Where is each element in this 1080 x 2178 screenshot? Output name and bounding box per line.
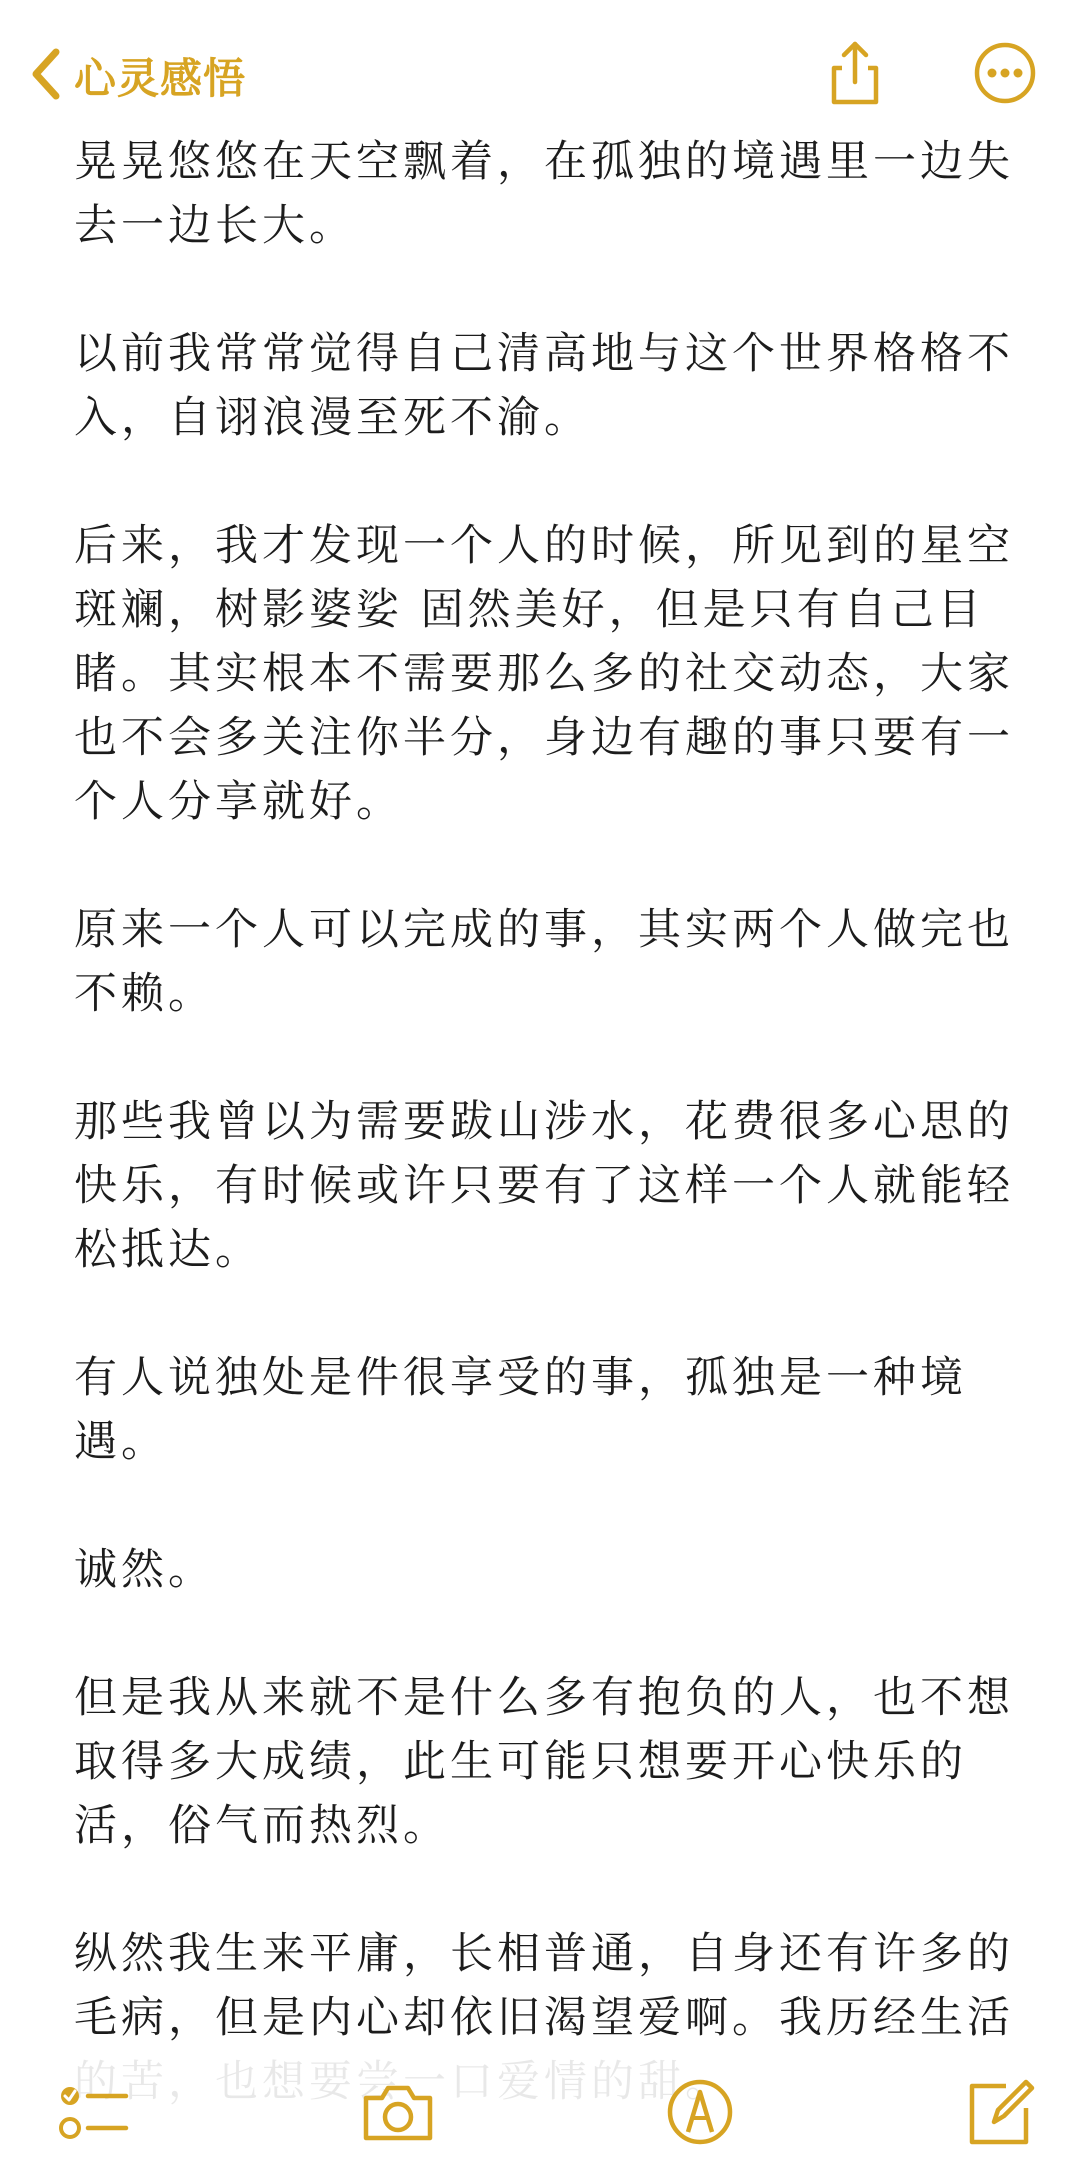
markup-button[interactable]	[660, 2072, 740, 2152]
note-paragraph: 但是我从来就不是什么多有抱负的人，也不想 取得多大成绩，此生可能只想要开心快乐的 活，俗气而热烈。	[74, 1673, 1014, 1851]
note-paragraph: 原来一个人可以完成的事，其实两个人做完也 不赖。	[74, 905, 1014, 1019]
back-label: 心灵感悟	[74, 54, 247, 103]
note-paragraph: 纵然我生来平庸，长相普通，自身还有许多的 毛病，但是内心却依旧渴望爱啊。我历经生活	[74, 1929, 1014, 2043]
share-icon	[820, 93, 890, 112]
note-paragraph: 晃晃悠悠在天空飘着，在孤独的境遇里一边失 去一边长大。	[74, 137, 1014, 251]
share-button[interactable]	[820, 38, 890, 108]
chevron-left-icon	[30, 48, 62, 104]
note-paragraph: 那些我曾以为需要跋山涉水，花费很多心思的 快乐，有时候或许只要有了这样一个人就能轻 松抵达。	[74, 1097, 1014, 1275]
note-paragraph: 有人说独处是件很享受的事，孤独是一种境遇。	[74, 1353, 967, 1467]
note-paragraph: 诚然。	[74, 1545, 215, 1595]
markup-icon	[660, 2137, 740, 2156]
camera-button[interactable]	[358, 2072, 438, 2152]
note-body[interactable]	[74, 130, 1034, 2178]
compose-button[interactable]	[960, 2072, 1040, 2152]
checklist-button[interactable]	[54, 2072, 134, 2152]
checklist-icon	[54, 2137, 134, 2156]
navigation-bar	[0, 20, 1080, 130]
note-paragraph: 以前我常常觉得自己清高地与这个世界格格不 入，自诩浪漫至死不渝。	[74, 329, 1014, 443]
compose-icon	[960, 2137, 1040, 2156]
more-icon	[970, 93, 1040, 112]
more-button[interactable]	[970, 38, 1040, 108]
note-paragraph: 后来，我才发现一个人的时候，所见到的星空 斑斓，树影婆娑 固然美好，但是只有自己目 睹。其实根本不需要那么多的社交动态，大家 也不会多关注你半分，身边有趣的事只要有一 个人分享就好。	[74, 521, 1014, 827]
back-button[interactable]	[30, 46, 246, 106]
camera-icon	[358, 2137, 438, 2156]
bottom-toolbar	[0, 2050, 1080, 2170]
